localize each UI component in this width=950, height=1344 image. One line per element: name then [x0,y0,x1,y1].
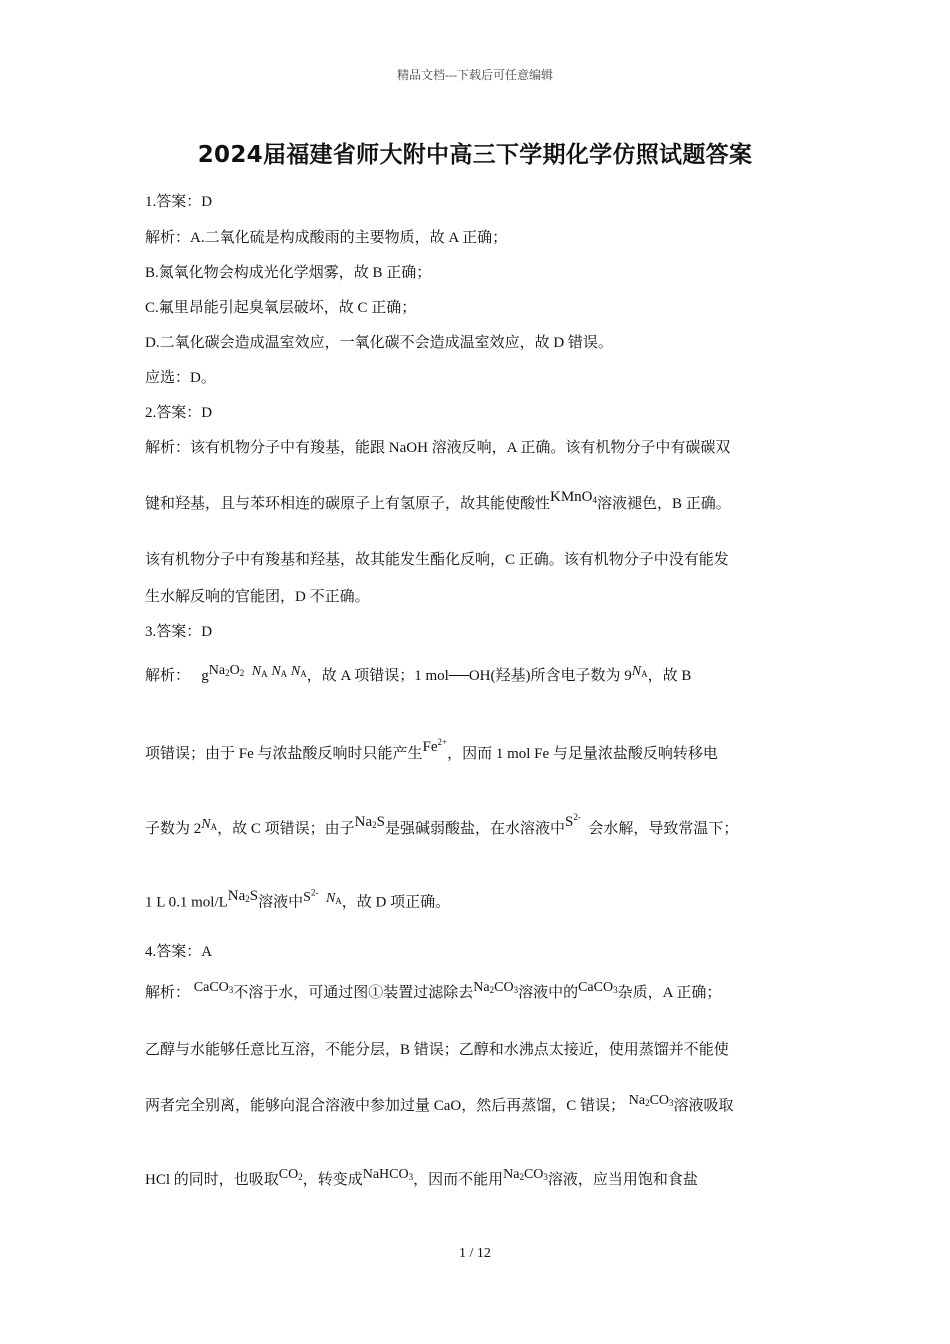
na2s-formula: $Na_2S$ [227,887,259,904]
na2co3-formula: $Na_2CO_3$ [503,1167,548,1182]
na2s-formula: $Na_2S$ [354,814,385,830]
na2co3-formula: $Na_2CO_3$ [628,1093,674,1108]
q1-explanation-line4: D.二氧化碳会造成温室效应，一氧化碳不会造成温室效应，故 D 错误。 [145,335,613,351]
caco3-formula: CaCO$_3$ [193,980,234,995]
q2-text: 溶液褪色，B 正确。 [597,496,731,512]
q1-explanation-line1: 解析：A.二氧化硫是构成酸雨的主要物质，故 A 正确； [145,230,508,246]
q2-answer: 2.答案：D [145,405,213,421]
na2o2-formula: $Na_2O_2$ [208,663,245,678]
q4-explanation-line4: HCl 的同时，也吸取$CO_2$，转变成NaHCO$_3$，因而不能用$Na_2CO_3$溶液，应当用饱和食盐 [145,1167,698,1188]
q3-explanation-line3: 子数为 $2N_A$，故 C 项错误；由子$Na_2S$是强碱弱酸盐，在水溶液中$S^{2-}$ 会水解，导致常温下； [145,812,739,837]
na2co3-formula: $Na_2CO_3$ [473,980,519,995]
kmno4-formula: KMnO$_4$ [550,489,598,505]
page-header: 精品文档---下载后可任意编辑 [397,68,553,82]
q4-answer: 4.答案：A [145,944,213,960]
q4-explanation-line2: 乙醇与水能够任意比互溶，不能分层，B 错误；乙醇和水沸点太接近，使用蒸馏并不能使 [145,1042,729,1058]
q4-explanation-line1: 解析： CaCO$_3$不溶于水，可通过图①装置过滤除去$Na_2CO_3$溶液中的CaCO$_3$杂质，A 正确； [145,980,722,1001]
q3-explanation-line4: 1 L 0.1 mol/LNa$_2$S溶液中$S^{2-}$ $N_A$，故 D 项正确。 [145,887,451,911]
sulfide-ion: $S^{2-}$ [303,887,319,905]
q2-explanation-line1: 解析：该有机物分子中有羧基，能跟 NaOH 溶液反响，A 正确。该有机物分子中有碳碳双 [145,440,731,456]
q4-explanation-line3: 两者完全别离，能够向混合溶液中参加过量 CaO，然后再蒸馏，C 错误； $Na_2CO_3$溶液吸取 [145,1093,734,1114]
caco3-formula: CaCO$_3$ [578,980,618,995]
q3-explanation-line1: 解析： $gNa_2O_2$ $N_A$ $N_A$ $N_A$，故 A 项错误；1 mol—OH(羟基)所含电子数为 $9N_A$，故 B [145,663,692,685]
q3-answer: 3.答案：D [145,624,213,640]
q2-text: 键和羟基，且与苯环相连的碳原子上有氢原子，故其能使酸性 [145,496,551,512]
avogadro-symbol: $N_A$ [201,817,218,832]
q2-explanation-line3: 该有机物分子中有羧基和羟基，故其能发生酯化反响，C 正确。该有机物分子中没有能发 [145,552,729,568]
fe2plus-formula: $Fe^{2+}$ [422,737,448,755]
page-number: 1 / 12 [459,1246,491,1261]
avogadro-symbol: $N_A$ [631,664,648,679]
q1-explanation-line2: B.氮氧化物会构成光化学烟雾，故 B 正确； [145,265,432,281]
avogadro-symbol: $N_A$ [251,664,268,679]
sulfide-ion: $S^{2-}$ [564,812,581,830]
q1-explanation-line3: C.氟里昂能引起臭氧层破坏，故 C 正确； [145,300,417,316]
q1-answer: 1.答案：D [145,194,213,210]
avogadro-symbol: $N_A$ [290,664,307,679]
avogadro-symbol: $N_A$ [325,890,342,906]
q2-explanation-line4: 生水解反响的官能团，D 不正确。 [145,589,370,605]
document-title: 2024届福建省师大附中高三下学期化学仿照试题答案 [197,142,753,168]
co2-formula: $CO_2$ [278,1167,303,1182]
q2-explanation-line2 [145,489,731,517]
q1-conclusion: 应选：D。 [145,370,216,386]
nahco3-formula: NaHCO$_3$ [362,1167,414,1182]
q3-explanation-line2: 项错误；由于 Fe 与浓盐酸反响时只能产生$Fe^{2+}$，因而 1 mol Fe 与足量浓盐酸反响转移电 [145,737,718,762]
avogadro-symbol: $N_A$ [271,664,288,679]
